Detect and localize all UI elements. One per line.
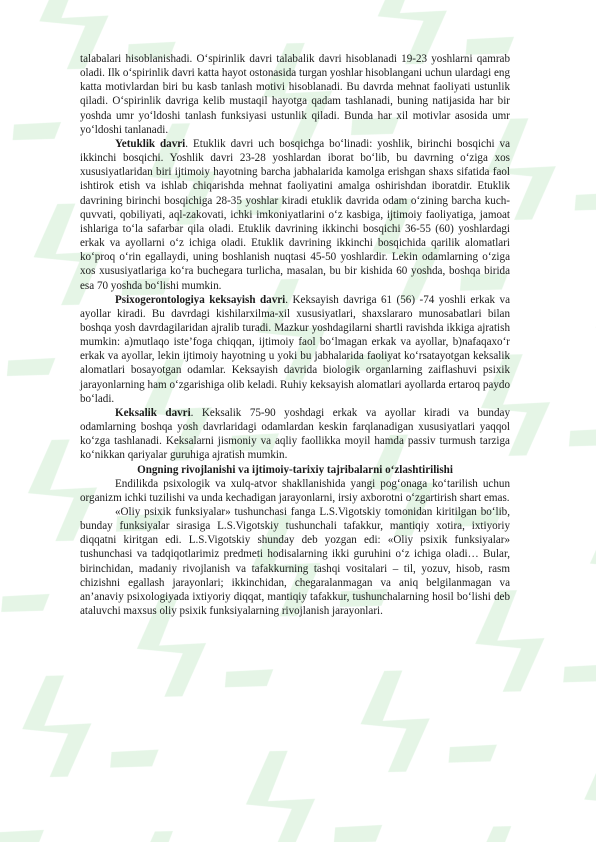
term-heading: Yetuklik davri [115, 137, 186, 150]
paragraph-development: Endilikda psixologik va xulq-atvor shakllanishida yangi pog‘onaga ko‘tarilish uchun organizm ichki tuzilishi va unda kechadigan jarayonlarni, irsiy axborotni o‘zgartirish shart emas. [80, 477, 510, 504]
section-heading: Ongning rivojlanishi va ijtimoiy-tarixiy tajribalarni o‘zlashtirilishi [137, 463, 453, 476]
paragraph-maturity [80, 137, 510, 293]
paragraph-youth [80, 52, 510, 137]
paragraph-text: . Etuklik davri uch bosqichga bo‘linadi: yoshlik, birinchi bosqichi va ikkinchi bosqichi. Yoshlik davri 23-28 yoshlardan iborat bo‘lib, bu davrning o‘ziga xos xususiyatlaridan biri ijtimoiy hayotning barcha jabhalarida kamolga erishgan shaxs sifatida faol ishtirok etish va ishlab chiqarishda mehnat faoliyatini amalga oshirishdan iboratdir. Etuklik davrining birinchi bosqichiga 28-35 yoshlar kiradi etuklik davrida odam o‘zining barcha kuch-quvvati, qobiliyati, aql-zakovati, ichki imkoniyatlarini o‘z kasbiga, ijtimoiy faoliyatiga, jamoat ishlariga to‘la safarbar qila oladi. Etuklik davrining ikkinchi bosqichi 36-55 (60) yoshlardagi erkak va ayollarni o‘z ichiga oladi. Etuklik davrining ikkinchi bosqichida qarilik alomatlari ko‘proq o‘rin egallaydi, uning boshlanish nuqtasi 45-50 yoshlardir. Lekin odamlarning o‘ziga xos xususiyatlariga ko‘ra buchegara turlicha, masalan, bu bir kishida 60 yoshda, boshqa birida esa 70 yoshda bo‘lishi mumkin. [80, 137, 510, 292]
document-page [80, 52, 510, 618]
paragraph-text: . Keksayish davriga 61 (56) -74 yoshli erkak va ayollar kiradi. Bu davrdagi kishilarxilma-xil xususiyatlari, shaxslararo munosabatlari bilan boshqa yosh davrdagilaridan ajralib turadi. Mazkur yoshdagilarni shartli ravishda ikkiga ajratish mumkin: a)mutlaqo iste’foga chiqqan, ijtimoiy faol bo‘lmagan erkak va ayollar, b)nafaqaxo‘r erkak va ayollar, lekin ijtimoiy hayotning u yoki bu jabhalarida faoliyat ko‘rsatayotgan keksalik alomatlari bosayotgan odamlar. Keksayish davrida biologik organlarning zaiflashuvi psixik jarayonlarning ham o‘zgarishiga olib keladi. Ruhiy keksayish alomatlari ayollarda ertaroq paydo bo‘ladi. [80, 293, 510, 405]
paragraph-gerontology [80, 293, 510, 406]
term-heading: Keksalik davri [115, 406, 191, 419]
paragraph-text: talabalari hisoblanishadi. O‘spirinlik davri talabalik davri hisoblanadi 19-23 yoshlarni qamrab oladi. Ilk o‘spirinlik davri katta hayot ostonasida turgan yoshlar hisoblangani uchun ulardagi eng katta motivlardan biri bu kasb tanlash motivi hisoblanadi. Bu davrda mehnat faoliyati ustunlik qiladi. O‘spirinlik davriga kelib mustaqil hayotga qadam tashlanadi, buning natijasida har bir yoshda umr yo‘ldoshi tanlash funksiyasi ustunlik qiladi. Bunda har xil motivlar asosida umr yo‘ldoshi tanlanadi. [80, 53, 510, 136]
paragraph-old-age [80, 406, 510, 463]
term-heading: Psixogerontologiya keksayish davri [115, 293, 286, 306]
paragraph-vygotsky: «Oliy psixik funksiyalar» tushunchasi fanga L.S.Vigotskiy tomonidan kiritilgan bo‘lib, bunday funksiyalar sirasiga L.S.Vigotskiy tushunchali tafakkur, mantiqiy xotira, ixtiyoriy diqqatni kiritgan edi. L.S.Vigotskiy shunday deb yozgan edi: «Oliy psixik funksiyalar» tushunchasi va tadqiqotlarimiz predmeti hodisalarning ikki guruhini o‘z ichiga oladi… Bular, birinchidan, madaniy rivojlanish va tafakkurning tashqi vositalari – til, yozuv, hisob, rasm chizishni egallash jarayonlari; ikkinchidan, chegaralanmagan va aniq belgilanmagan va an’anaviy psixologiyada ixtiyoriy diqqat, mantiqiy tafakkur, tushunchalarning hosil bo‘lishi deb ataluvchi maxsus oliy psixik funksiyalarning rivojlanish jarayonlari. [80, 506, 510, 618]
paragraph-text: . Keksalik 75-90 yoshdagi erkak va ayollar kiradi va bunday odamlarning boshqa yosh davrlaridagi odamlardan keskin farqlanadigan xususiyatlari yaqqol ko‘zga tashlanadi. Keksalarni jismoniy va aqliy faollikka moyil hamda passiv turmush tarziga ko‘nikkan qariyalar guruhiga ajratish mumkin. [80, 406, 510, 462]
